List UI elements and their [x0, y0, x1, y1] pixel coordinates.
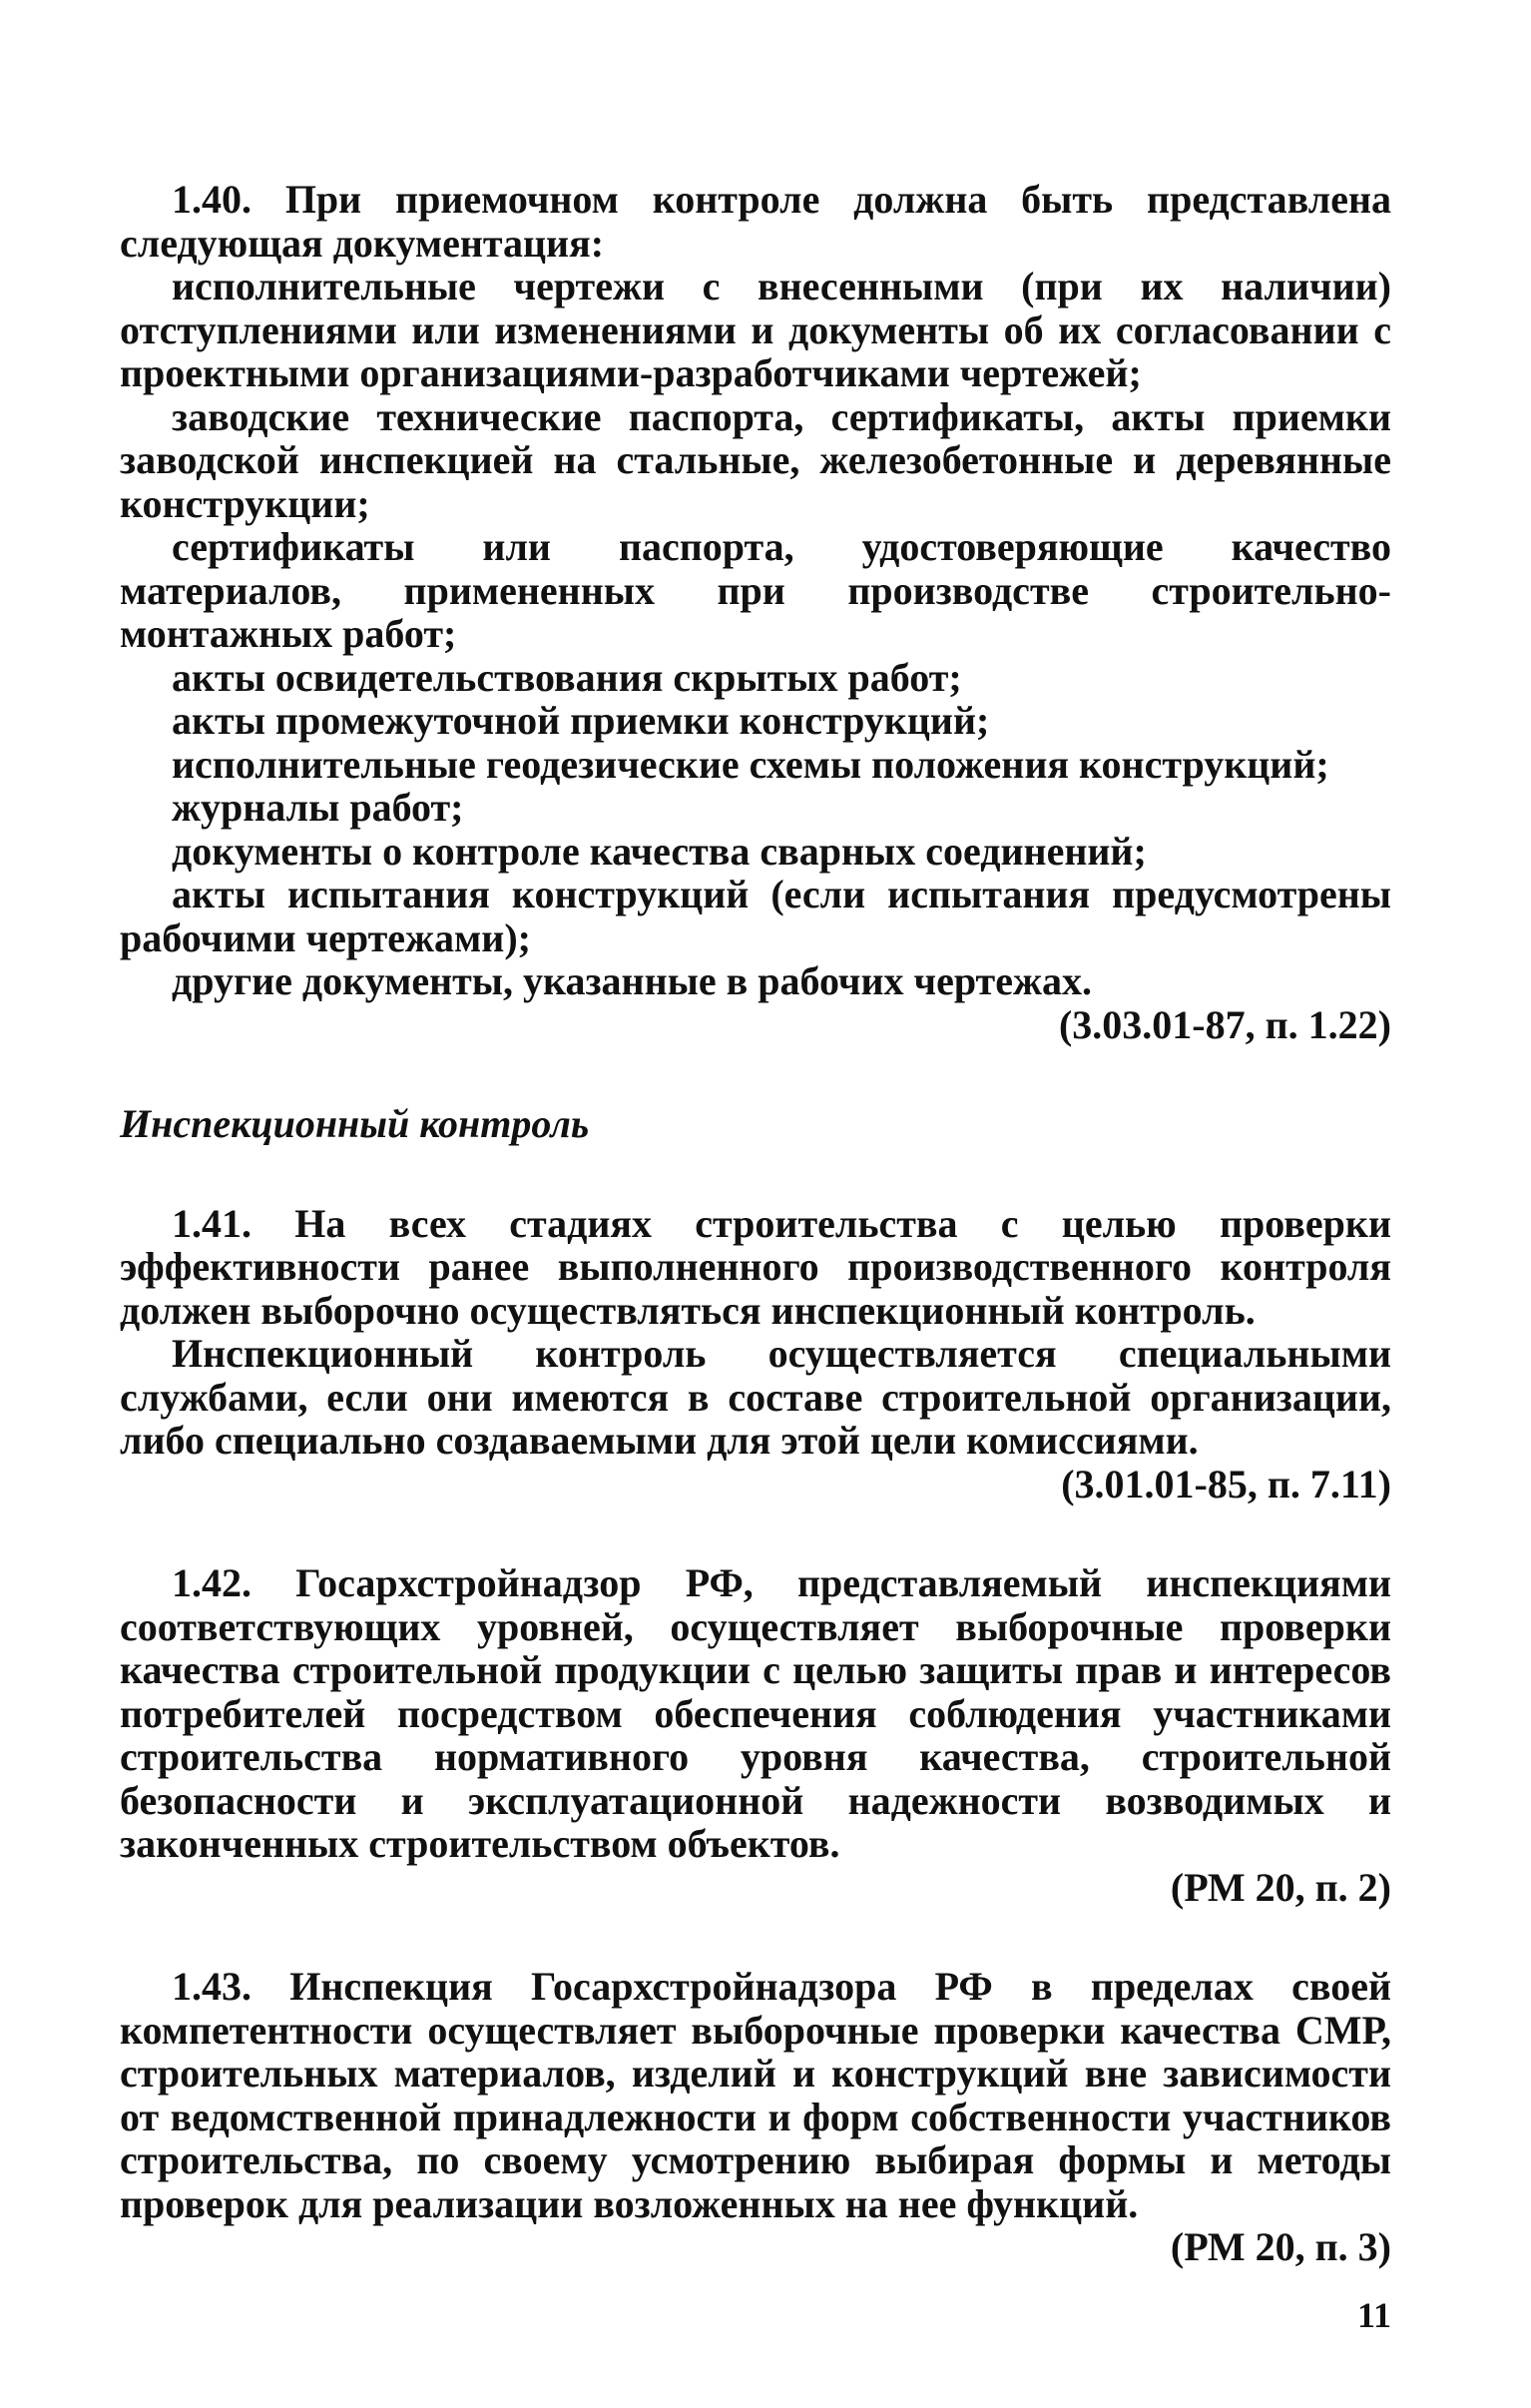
clause-1-43: 1.43. Инспекция Госархстройнадзора РФ в пределах своей компетентности осуществляет выборочные проверки качества СМР, строительных материалов, изделий и конструкций вне зависимости от ведомственной принадлежности и форм собственности участников строительства, по своему усмотрению выбирая формы и методы проверок для реализации возложенных на нее функций. — [120, 1964, 1391, 2226]
clause-1-42: 1.42. Госархстройнадзор РФ, представляемый инспекциями соответствующих уровней, осуществляет выборочные проверки качества строительной продукции с целью защиты прав и интересов потребителей посредством обеспечения соблюдения участниками строительства нормативного уровня качества, строительной безопасности и эксплуатационной надежности возводимых и законченных строительством объектов. — [120, 1560, 1391, 1866]
list-item: документы о контроле качества сварных соединений; — [172, 828, 1147, 874]
list-item: исполнительные чертежи с внесенными (при их наличии) отступлениями или изменениями и документы об их согласовании с проектными организациями-разработчиками чертежей; — [120, 264, 1391, 395]
clause-1-41: 1.41. На всех стадиях строительства с целью проверки эффективности ранее выполненного производственного контроля должен выборочно осуществляться инспекционный контроль. — [120, 1200, 1391, 1333]
clause-1-40-intro: 1.40. При приемочном контроле должна быть представлена следующая документация: — [120, 177, 1391, 266]
document-page — [120, 178, 1391, 2269]
list-item: журналы работ; — [172, 785, 464, 830]
list-item: акты испытания конструкций (если испытания предусмотрены рабочими чертежами); — [120, 872, 1391, 960]
section-title-inspection-control: Инспекционный контроль — [120, 1101, 590, 1146]
list-item: другие документы, указанные в рабочих чертежах. — [172, 958, 1092, 1003]
reference-1-40: (3.03.01-87, п. 1.22) — [1058, 1001, 1391, 1047]
reference-1-42: (РМ 20, п. 2) — [1170, 1864, 1391, 1910]
reference-1-43: (РМ 20, п. 3) — [1170, 2224, 1391, 2269]
list-item: сертификаты или паспорта, удостоверяющие качество материалов, примененных при производстве строительно-монтажных работ; — [120, 524, 1391, 656]
list-item: исполнительные геодезические схемы положения конструкций; — [172, 741, 1329, 787]
list-item: акты промежуточной приемки конструкций; — [172, 698, 990, 743]
list-item: заводские технические паспорта, сертификаты, акты приемки заводской инспекцией на стальные, железобетонные и деревянные конструкции; — [120, 393, 1391, 526]
clause-1-41-continuation: Инспекционный контроль осуществляется специальными службами, если они имеются в составе строительной организации, либо специально создаваемыми для этой цели комиссиями. — [120, 1331, 1391, 1463]
reference-1-41: (3.01.01-85, п. 7.11) — [1061, 1461, 1391, 1506]
page-number: 11 — [1356, 2295, 1391, 2335]
list-item: акты освидетельствования скрытых работ; — [172, 654, 962, 700]
